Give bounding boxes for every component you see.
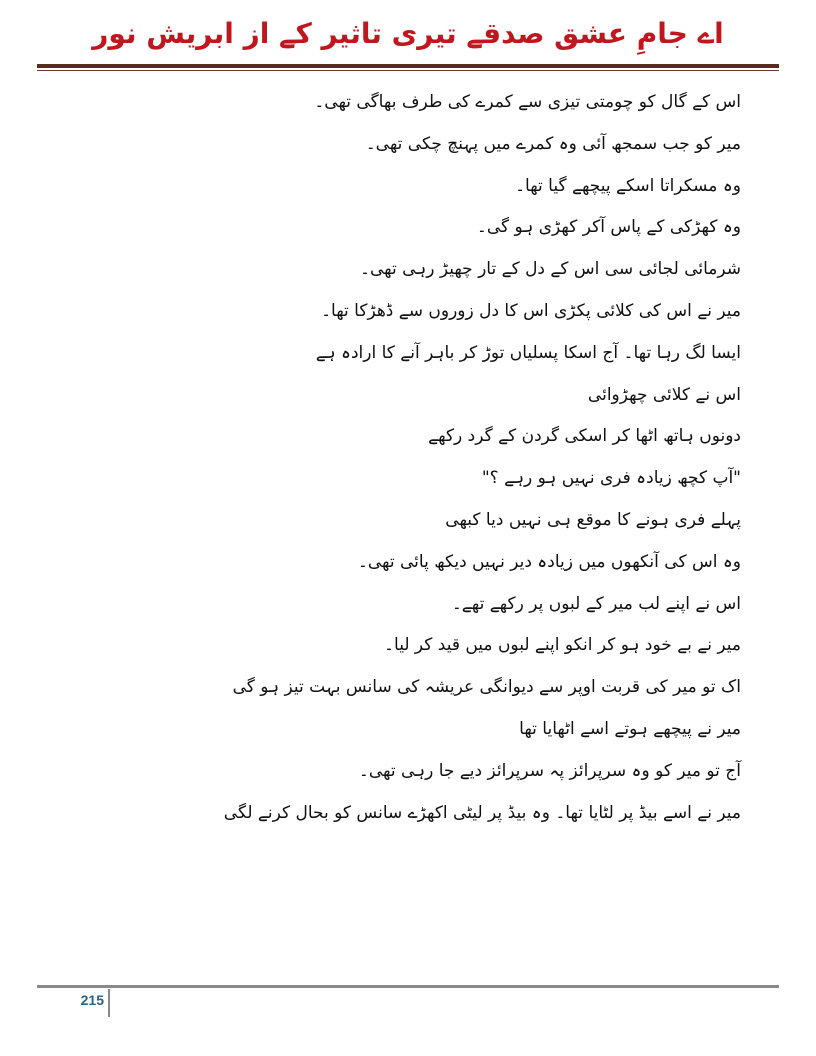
text-line: میر کو جب سمجھ آئی وہ کمرے میں پہنچ چکی تھی۔: [365, 133, 741, 154]
text-line: پہلے فری ہونے کا موقع ہی نہیں دیا کبھی: [445, 509, 741, 530]
page-header-title: اے جامِ عشق صدقے تیری تاثیر کے از ابریش نور: [92, 17, 724, 50]
text-line: آج تو میر کو وہ سرپرائز پہ سرپرائز دیے جا رہی تھی۔: [358, 760, 741, 781]
text-line: وہ اس کی آنکھوں میں زیادہ دیر نہیں دیکھ پائی تھی۔: [357, 551, 741, 572]
text-line: دونوں ہاتھ اٹھا کر اسکی گردن کے گرد رکھے: [428, 426, 741, 447]
body-text: [41, 82, 741, 834]
text-line: اس کے گال کو چومتی تیزی سے کمرے کی طرف بھاگی تھی۔: [314, 92, 741, 112]
text-line: میر نے پیچھے ہوتے اسے اٹھایا تھا: [519, 718, 741, 739]
text-line: وہ کھڑکی کے پاس آکر کھڑی ہو گی۔: [476, 217, 741, 238]
text-line: میر نے اس کی کلائی پکڑی اس کا دل زوروں سے ڈھڑکا تھا۔: [321, 300, 741, 321]
text-line: "آپ کچھ زیادہ فری نہیں ہو رہے ؟": [481, 468, 741, 489]
text-line: وہ مسکراتا اسکے پیچھے گیا تھا۔: [515, 175, 741, 196]
text-line: میر نے اسے بیڈ پر لٹایا تھا۔ وہ بیڈ پر لیٹی اکھڑے سانس کو بحال کرنے لگی: [223, 802, 741, 823]
text-line: اس نے کلائی چھڑوائی: [587, 384, 741, 405]
header-rule-thin: [37, 70, 779, 71]
page-number: 215: [80, 992, 104, 1008]
footer-divider: [108, 989, 110, 1017]
text-line: اس نے اپنے لب میر کے لبوں پر رکھے تھے۔: [451, 593, 741, 614]
footer-rule: [37, 985, 779, 988]
header-rule: [37, 64, 779, 68]
text-line: اک تو میر کی قربت اوپر سے دیوانگی عریشہ کی سانس بہت تیز ہو گی: [232, 677, 741, 698]
text-line: میر نے بے خود ہو کر انکو اپنے لبوں میں قید کر لیا۔: [384, 635, 741, 656]
text-line: شرمائی لجائی سی اس کے دل کے تار چھیڑ رہی تھی۔: [359, 259, 741, 280]
text-line: ایسا لگ رہا تھا۔ آج اسکا پسلیاں توڑ کر باہر آنے کا ارادہ ہے: [315, 342, 741, 363]
